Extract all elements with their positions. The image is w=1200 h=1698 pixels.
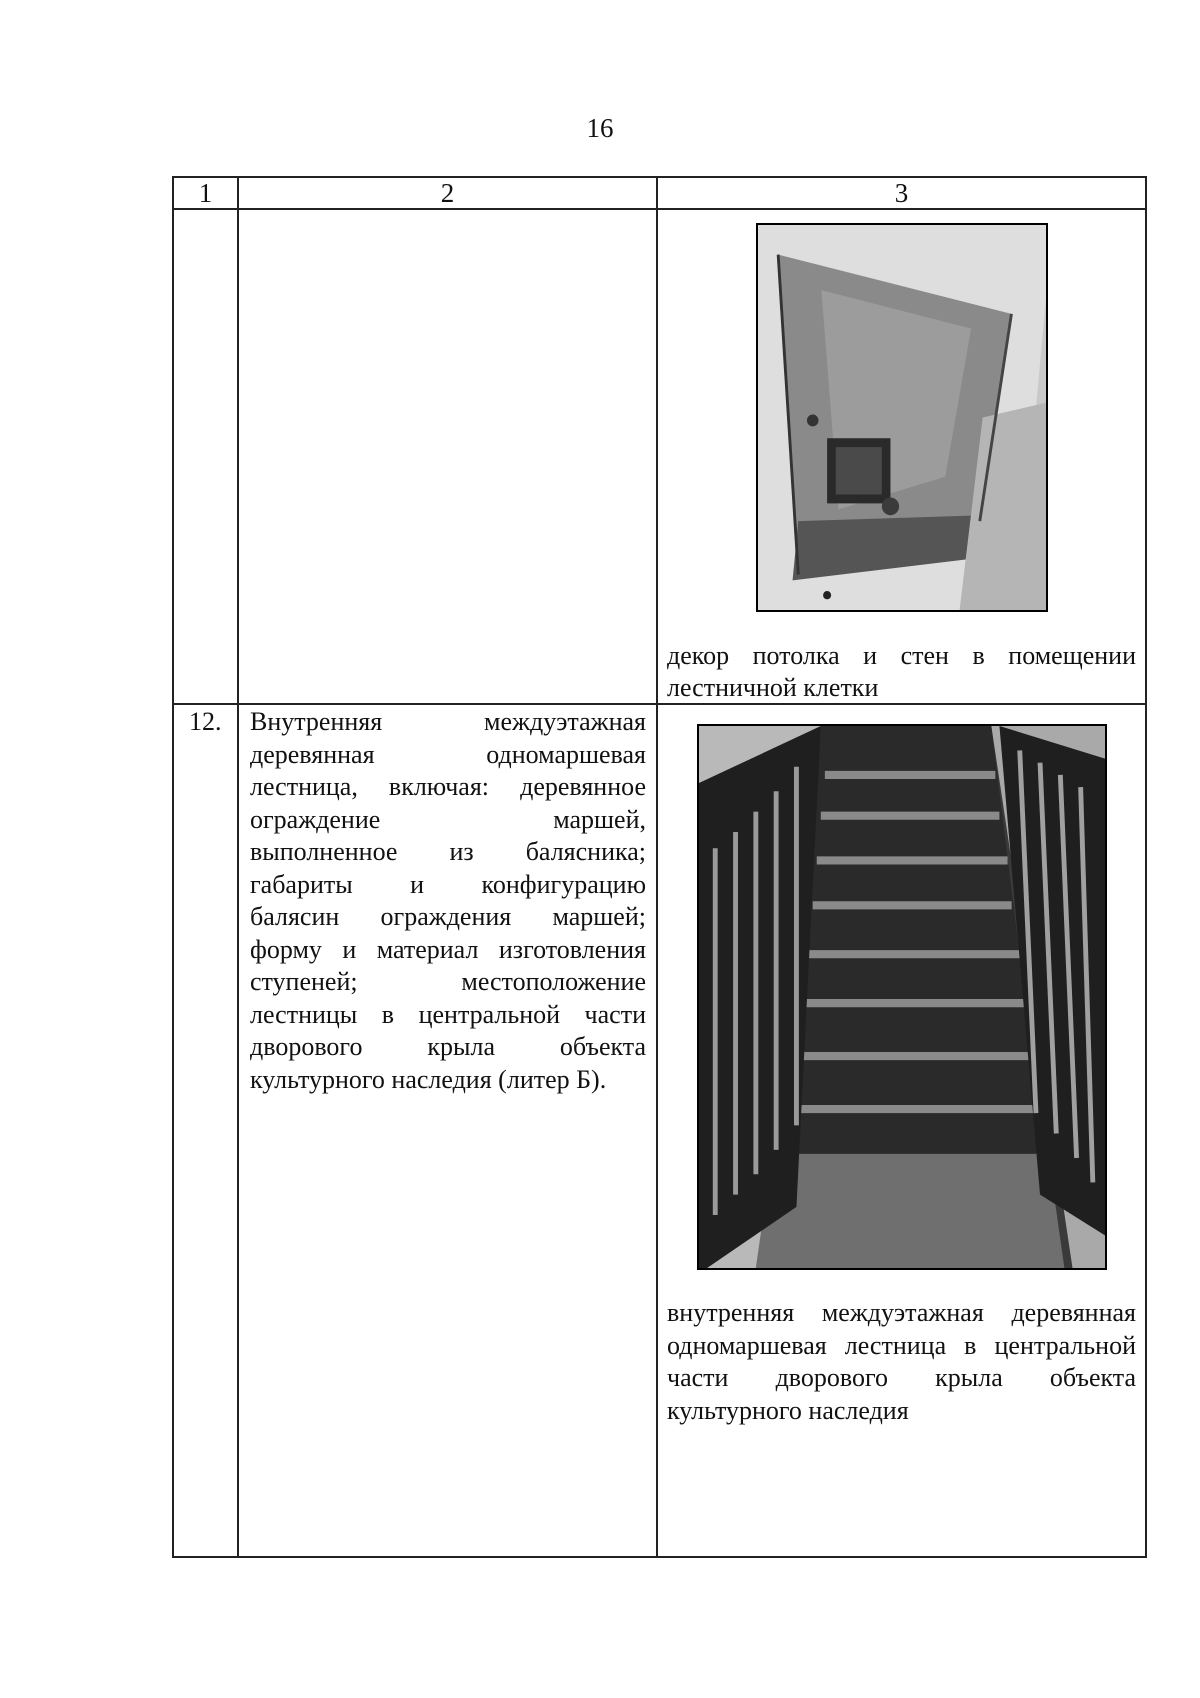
description-line: балясин ограждения маршей; bbox=[250, 902, 646, 931]
photo-caption: лестничной клетки bbox=[667, 673, 879, 702]
column-header-2: 2 bbox=[440, 178, 455, 208]
table-border-right bbox=[1145, 176, 1147, 1558]
description-line: габариты и конфигурацию bbox=[250, 869, 646, 899]
description-line: ступеней; местоположение bbox=[250, 967, 646, 996]
table-border-left bbox=[172, 176, 174, 1558]
photo-caption: внутренняя междуэтажная деревянная bbox=[667, 1298, 1136, 1327]
page-number: 16 bbox=[586, 113, 614, 143]
column-header-3: 3 bbox=[894, 178, 909, 208]
description-line: деревянная одномаршевая bbox=[250, 739, 646, 769]
column-header-1: 1 bbox=[198, 178, 213, 208]
column-divider-1 bbox=[237, 176, 239, 1558]
photo-caption: части дворового крыла объекта bbox=[667, 1363, 1136, 1392]
photo-caption: декор потолка и стен в помещении bbox=[667, 641, 1136, 670]
description-line: ограждение маршей, bbox=[250, 804, 646, 834]
row-number: 12. bbox=[189, 707, 222, 736]
photo-caption: культурного наследия bbox=[667, 1395, 909, 1425]
column-divider-2 bbox=[656, 176, 658, 1558]
description-line: выполненное из балясника; bbox=[250, 837, 646, 866]
photo-caption: одномаршевая лестница в центральной bbox=[667, 1330, 1136, 1360]
staircase-photo bbox=[697, 724, 1107, 1270]
description-line: лестница, включая: деревянное bbox=[250, 772, 646, 801]
ceiling-decor-photo bbox=[756, 223, 1048, 612]
description-line: форму и материал изготовления bbox=[250, 934, 646, 964]
table-border-bottom bbox=[172, 1556, 1147, 1558]
description-line: лестницы в центральной части bbox=[250, 999, 646, 1029]
description-line: дворового крыла объекта bbox=[250, 1032, 646, 1061]
description-line: культурного наследия (литер Б). bbox=[250, 1064, 607, 1094]
description-line: Внутренняя междуэтажная bbox=[250, 707, 646, 736]
